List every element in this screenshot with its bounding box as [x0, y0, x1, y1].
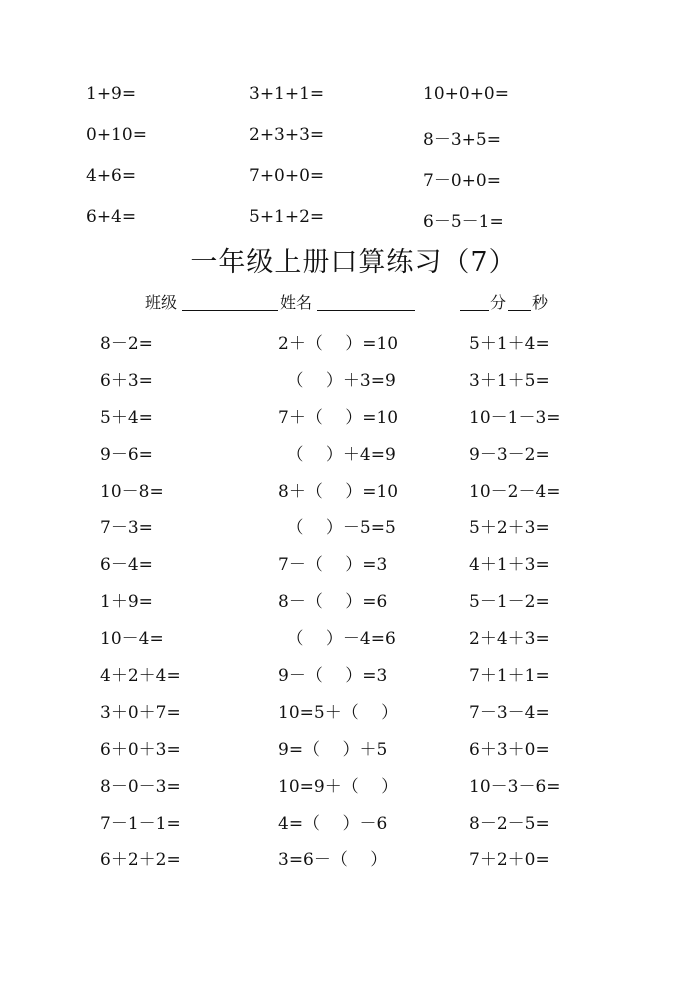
- exercise-row: [0, 735, 695, 772]
- name-blank[interactable]: [317, 310, 415, 311]
- top-exercise-row: [86, 125, 586, 166]
- exercise-item: 10=5＋（ ）: [278, 702, 399, 723]
- exercise-item: 10－1－3=: [469, 407, 561, 428]
- exercise-item: 2＋（ ）=10: [278, 334, 399, 354]
- exercise-row: [0, 661, 695, 698]
- top-exercise-row: [86, 84, 586, 125]
- exercise-item: 7－3=: [100, 518, 153, 539]
- exercise-item: 7＋1＋1=: [469, 666, 550, 687]
- top-exercise-block: [86, 84, 586, 248]
- exercise-item: 10－2－4=: [469, 481, 561, 502]
- exercise-item: 3+1+1=: [249, 84, 325, 104]
- exercise-item: （ ）－5=5: [278, 518, 396, 539]
- exercise-item: 10－4=: [100, 629, 164, 650]
- exercise-item: 4＋2＋4=: [100, 666, 181, 687]
- exercise-item: 8－3+5=: [423, 130, 501, 150]
- exercise-item: 5－1－2=: [469, 592, 550, 613]
- exercise-item: 5＋2＋3=: [469, 518, 550, 539]
- exercise-item: 9－（ ）=3: [278, 666, 388, 687]
- exercise-item: 6＋3＋0=: [469, 739, 550, 760]
- exercise-item: 7－（ ）=3: [278, 555, 388, 576]
- exercise-item: 4+6=: [86, 166, 137, 186]
- exercise-item: 7－3－4=: [469, 702, 550, 723]
- exercise-row: [0, 403, 695, 440]
- second-blank[interactable]: [508, 310, 531, 311]
- second-label: 秒: [532, 293, 549, 312]
- exercise-item: （ ）＋4=9: [278, 444, 396, 465]
- exercise-row: [0, 440, 695, 477]
- exercise-item: 8－0－3=: [100, 776, 181, 797]
- exercise-item: 9－6=: [100, 444, 153, 465]
- exercise-row: [0, 329, 695, 366]
- minute-label: 分: [490, 293, 507, 312]
- exercise-item: 7+0+0=: [249, 166, 325, 186]
- exercise-item: （ ）＋3=9: [278, 370, 396, 391]
- exercise-item: 5＋1＋4=: [469, 334, 550, 354]
- student-info-line: [0, 290, 695, 314]
- exercise-item: 5＋4=: [100, 407, 153, 428]
- exercise-item: 4＋1＋3=: [469, 555, 550, 576]
- exercise-item: 6＋2＋2=: [100, 850, 181, 871]
- exercise-row: [0, 513, 695, 550]
- exercise-row: [0, 809, 695, 846]
- class-blank[interactable]: [182, 310, 278, 311]
- exercise-item: 0+10=: [86, 125, 147, 145]
- exercise-item: 2＋4＋3=: [469, 629, 550, 650]
- exercise-row: [0, 845, 695, 882]
- exercise-row: [0, 698, 695, 735]
- exercise-item: 6－5－1=: [423, 212, 504, 232]
- exercise-item: 9－3－2=: [469, 444, 550, 465]
- exercise-item: 5+1+2=: [249, 207, 325, 227]
- exercise-item: 6＋0＋3=: [100, 739, 181, 760]
- exercise-item: 7＋（ ）=10: [278, 407, 399, 428]
- exercise-item: 10=9＋（ ）: [278, 776, 399, 797]
- exercise-item: 2+3+3=: [249, 125, 325, 145]
- exercise-item: 10+0+0=: [423, 84, 509, 104]
- name-label: 姓名: [280, 293, 313, 312]
- exercise-row: [0, 587, 695, 624]
- exercise-item: 10－3－6=: [469, 776, 561, 797]
- exercise-item: 8－2=: [100, 334, 153, 354]
- exercise-item: 7－0+0=: [423, 171, 501, 191]
- exercise-item: （ ）－4=6: [278, 629, 396, 650]
- exercise-item: 8＋（ ）=10: [278, 481, 399, 502]
- main-exercise-block: [0, 329, 695, 882]
- exercise-row: [0, 624, 695, 661]
- page-title: 一年级上册口算练习（7）: [190, 247, 517, 278]
- exercise-item: 6+4=: [86, 207, 137, 227]
- exercise-row: [0, 772, 695, 809]
- exercise-item: 1+9=: [86, 84, 137, 104]
- exercise-item: 6－4=: [100, 555, 153, 576]
- exercise-item: 7－1－1=: [100, 813, 181, 834]
- minute-blank[interactable]: [460, 310, 489, 311]
- exercise-item: 1＋9=: [100, 592, 153, 613]
- exercise-item: 4=（ ）－6: [278, 813, 388, 834]
- exercise-row: [0, 477, 695, 514]
- exercise-row: [0, 550, 695, 587]
- exercise-item: 3=6－（ ）: [278, 850, 388, 871]
- top-exercise-row: [86, 166, 586, 207]
- exercise-item: 3＋0＋7=: [100, 702, 181, 723]
- exercise-item: 3＋1＋5=: [469, 370, 550, 391]
- exercise-item: 8－2－5=: [469, 813, 550, 834]
- exercise-item: 7＋2＋0=: [469, 850, 550, 871]
- class-label: 班级: [145, 293, 178, 312]
- exercise-item: 6＋3=: [100, 370, 153, 391]
- exercise-item: 9=（ ）＋5: [278, 739, 388, 760]
- exercise-item: 8－（ ）=6: [278, 592, 388, 613]
- exercise-item: 10－8=: [100, 481, 164, 502]
- exercise-row: [0, 366, 695, 403]
